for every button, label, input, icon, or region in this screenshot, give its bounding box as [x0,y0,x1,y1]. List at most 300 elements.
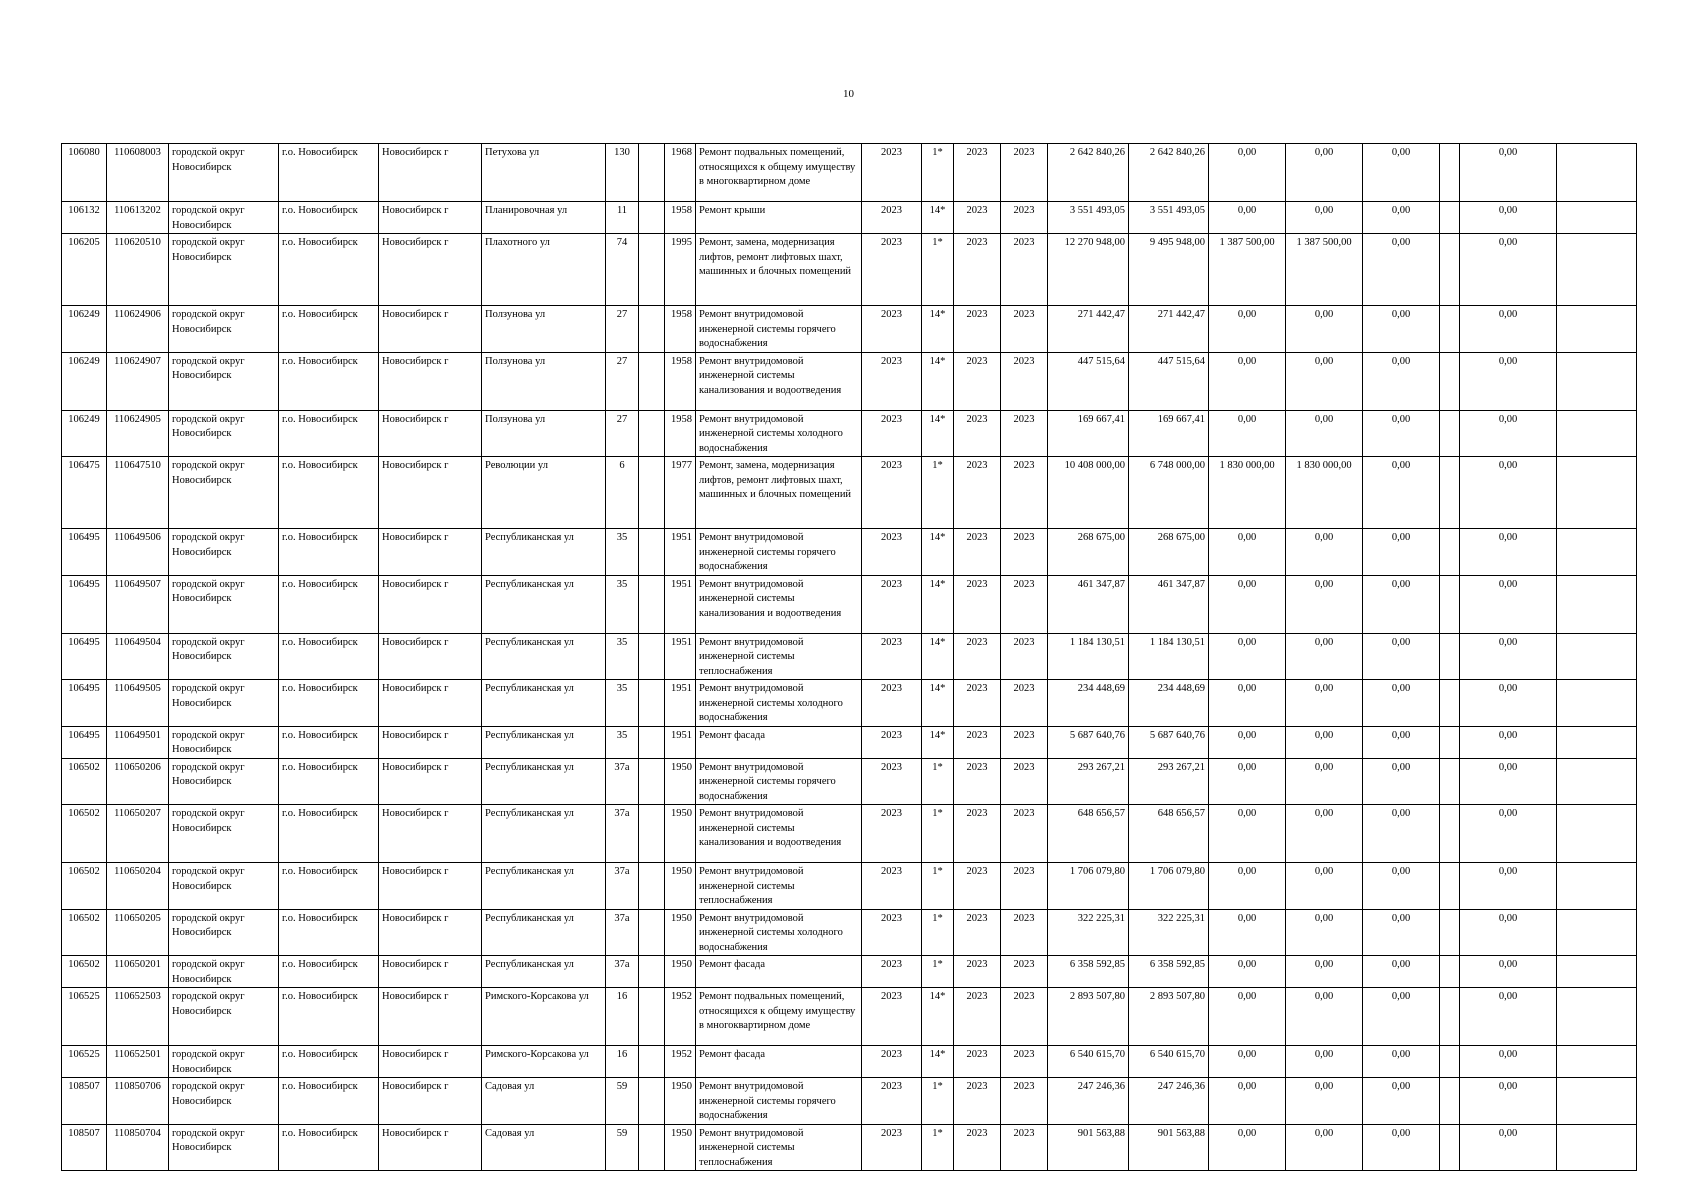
cell-total: 234 448,69 [1048,680,1129,727]
cell-municipality: г.о. Новосибирск [279,909,379,956]
cell-category: 1* [922,457,954,529]
cell-col22 [1557,529,1637,576]
cell-end-year: 2023 [1001,1124,1048,1171]
cell-block [639,726,665,758]
cell-city: Новосибирск г [379,1046,482,1078]
cell-start-year: 2023 [954,234,1001,306]
cell-work: Ремонт внутридомовой инженерной системы канализования и водоотведения [696,352,862,410]
cell-block [639,202,665,234]
cell-col19: 0,00 [1363,529,1440,576]
cell-fund: 901 563,88 [1129,1124,1209,1171]
cell-col21: 0,00 [1460,457,1557,529]
table-row [62,956,1637,988]
cell-house: 16 [606,988,639,1046]
cell-house: 35 [606,529,639,576]
cell-col21: 0,00 [1460,863,1557,910]
capital-repair-table [61,143,1637,1171]
cell-col22 [1557,633,1637,680]
cell-total: 461 347,87 [1048,575,1129,633]
cell-total: 169 667,41 [1048,410,1129,457]
cell-start-year: 2023 [954,529,1001,576]
cell-col22 [1557,202,1637,234]
cell-col18: 0,00 [1286,863,1363,910]
cell-year: 1950 [665,909,696,956]
cell-year: 1951 [665,726,696,758]
cell-col17: 1 387 500,00 [1209,234,1286,306]
cell-category: 14* [922,410,954,457]
cell-plan-year: 2023 [862,726,922,758]
cell-house: 35 [606,726,639,758]
table-row [62,805,1637,863]
cell-col19: 0,00 [1363,234,1440,306]
cell-category: 1* [922,1078,954,1125]
cell-city: Новосибирск г [379,410,482,457]
cell-work: Ремонт подвальных помещений, относящихся к общему имуществу в многоквартирном доме [696,988,862,1046]
cell-plan-year: 2023 [862,352,922,410]
table-row [62,758,1637,805]
cell-col17: 0,00 [1209,805,1286,863]
cell-id: 106525 [62,988,107,1046]
cell-municipality: г.о. Новосибирск [279,352,379,410]
cell-col18: 0,00 [1286,575,1363,633]
cell-code: 110620510 [107,234,169,306]
cell-start-year: 2023 [954,956,1001,988]
cell-category: 1* [922,144,954,202]
cell-code: 110647510 [107,457,169,529]
cell-code: 110608003 [107,144,169,202]
cell-end-year: 2023 [1001,758,1048,805]
cell-col22 [1557,680,1637,727]
table-row [62,863,1637,910]
cell-house: 35 [606,680,639,727]
cell-id: 106080 [62,144,107,202]
cell-col18: 0,00 [1286,529,1363,576]
cell-block [639,575,665,633]
cell-col17: 0,00 [1209,758,1286,805]
cell-house: 27 [606,410,639,457]
cell-code: 110613202 [107,202,169,234]
cell-col17: 1 830 000,00 [1209,457,1286,529]
cell-id: 106132 [62,202,107,234]
cell-street: Римского-Корсакова ул [482,1046,606,1078]
cell-col18: 0,00 [1286,758,1363,805]
cell-house: 59 [606,1124,639,1171]
cell-fund: 3 551 493,05 [1129,202,1209,234]
cell-work: Ремонт внутридомовой инженерной системы канализования и водоотведения [696,805,862,863]
cell-fund: 271 442,47 [1129,306,1209,353]
cell-col20 [1440,529,1460,576]
cell-fund: 2 893 507,80 [1129,988,1209,1046]
cell-district: городской округ Новосибирск [169,1046,279,1078]
cell-col20 [1440,956,1460,988]
cell-col21: 0,00 [1460,529,1557,576]
cell-city: Новосибирск г [379,202,482,234]
cell-id: 106502 [62,863,107,910]
cell-end-year: 2023 [1001,575,1048,633]
cell-work: Ремонт внутридомовой инженерной системы холодного водоснабжения [696,410,862,457]
cell-start-year: 2023 [954,352,1001,410]
cell-col18: 0,00 [1286,410,1363,457]
cell-col22 [1557,410,1637,457]
cell-col18: 0,00 [1286,680,1363,727]
cell-code: 110624905 [107,410,169,457]
cell-district: городской округ Новосибирск [169,306,279,353]
cell-fund: 648 656,57 [1129,805,1209,863]
cell-end-year: 2023 [1001,410,1048,457]
cell-col17: 0,00 [1209,863,1286,910]
cell-id: 106502 [62,956,107,988]
table-row [62,1046,1637,1078]
cell-col21: 0,00 [1460,306,1557,353]
cell-year: 1952 [665,1046,696,1078]
cell-col18: 0,00 [1286,988,1363,1046]
cell-col18: 0,00 [1286,805,1363,863]
cell-city: Новосибирск г [379,1078,482,1125]
cell-district: городской округ Новосибирск [169,457,279,529]
table-row [62,306,1637,353]
cell-code: 110624907 [107,352,169,410]
cell-col19: 0,00 [1363,575,1440,633]
cell-col19: 0,00 [1363,758,1440,805]
cell-end-year: 2023 [1001,352,1048,410]
cell-work: Ремонт внутридомовой инженерной системы теплоснабжения [696,633,862,680]
cell-fund: 6 748 000,00 [1129,457,1209,529]
cell-plan-year: 2023 [862,457,922,529]
cell-col22 [1557,863,1637,910]
cell-city: Новосибирск г [379,575,482,633]
cell-work: Ремонт внутридомовой инженерной системы холодного водоснабжения [696,680,862,727]
cell-start-year: 2023 [954,633,1001,680]
cell-district: городской округ Новосибирск [169,863,279,910]
cell-col20 [1440,909,1460,956]
cell-district: городской округ Новосибирск [169,1078,279,1125]
cell-start-year: 2023 [954,988,1001,1046]
cell-street: Планировочная ул [482,202,606,234]
cell-col17: 0,00 [1209,575,1286,633]
cell-end-year: 2023 [1001,1046,1048,1078]
cell-col18: 1 830 000,00 [1286,457,1363,529]
cell-col18: 0,00 [1286,909,1363,956]
cell-city: Новосибирск г [379,457,482,529]
cell-category: 1* [922,909,954,956]
cell-end-year: 2023 [1001,202,1048,234]
cell-city: Новосибирск г [379,863,482,910]
cell-house: 37а [606,863,639,910]
cell-house: 74 [606,234,639,306]
cell-col22 [1557,1124,1637,1171]
table-row [62,1124,1637,1171]
cell-municipality: г.о. Новосибирск [279,1046,379,1078]
cell-col18: 1 387 500,00 [1286,234,1363,306]
cell-block [639,805,665,863]
cell-col18: 0,00 [1286,306,1363,353]
cell-year: 1952 [665,988,696,1046]
cell-category: 1* [922,805,954,863]
cell-street: Республиканская ул [482,726,606,758]
cell-col17: 0,00 [1209,306,1286,353]
cell-year: 1951 [665,680,696,727]
cell-fund: 169 667,41 [1129,410,1209,457]
cell-col19: 0,00 [1363,988,1440,1046]
cell-col19: 0,00 [1363,726,1440,758]
cell-code: 110652503 [107,988,169,1046]
cell-code: 110649504 [107,633,169,680]
cell-col21: 0,00 [1460,680,1557,727]
cell-street: Ползунова ул [482,352,606,410]
cell-total: 1 706 079,80 [1048,863,1129,910]
cell-category: 14* [922,529,954,576]
cell-col21: 0,00 [1460,1124,1557,1171]
cell-district: городской округ Новосибирск [169,988,279,1046]
cell-end-year: 2023 [1001,234,1048,306]
cell-id: 108507 [62,1124,107,1171]
cell-city: Новосибирск г [379,633,482,680]
cell-start-year: 2023 [954,758,1001,805]
cell-code: 110649506 [107,529,169,576]
cell-col20 [1440,234,1460,306]
cell-col21: 0,00 [1460,805,1557,863]
cell-id: 106249 [62,410,107,457]
cell-code: 110624906 [107,306,169,353]
cell-block [639,529,665,576]
cell-district: городской округ Новосибирск [169,758,279,805]
cell-col20 [1440,863,1460,910]
cell-col22 [1557,457,1637,529]
cell-block [639,144,665,202]
cell-district: городской округ Новосибирск [169,726,279,758]
cell-code: 110650201 [107,956,169,988]
cell-col22 [1557,726,1637,758]
cell-city: Новосибирск г [379,144,482,202]
cell-house: 27 [606,306,639,353]
cell-col20 [1440,805,1460,863]
cell-col20 [1440,1046,1460,1078]
cell-house: 59 [606,1078,639,1125]
cell-block [639,234,665,306]
cell-category: 14* [922,988,954,1046]
cell-total: 648 656,57 [1048,805,1129,863]
table-row [62,726,1637,758]
cell-fund: 2 642 840,26 [1129,144,1209,202]
cell-fund: 247 246,36 [1129,1078,1209,1125]
cell-year: 1995 [665,234,696,306]
cell-total: 6 540 615,70 [1048,1046,1129,1078]
cell-category: 14* [922,680,954,727]
cell-municipality: г.о. Новосибирск [279,1124,379,1171]
cell-end-year: 2023 [1001,726,1048,758]
cell-district: городской округ Новосибирск [169,529,279,576]
cell-municipality: г.о. Новосибирск [279,144,379,202]
cell-street: Республиканская ул [482,633,606,680]
cell-start-year: 2023 [954,805,1001,863]
cell-total: 2 893 507,80 [1048,988,1129,1046]
cell-end-year: 2023 [1001,457,1048,529]
cell-plan-year: 2023 [862,1078,922,1125]
cell-city: Новосибирск г [379,909,482,956]
cell-code: 110850704 [107,1124,169,1171]
cell-fund: 447 515,64 [1129,352,1209,410]
cell-start-year: 2023 [954,909,1001,956]
cell-col18: 0,00 [1286,202,1363,234]
cell-total: 293 267,21 [1048,758,1129,805]
cell-total: 12 270 948,00 [1048,234,1129,306]
cell-block [639,410,665,457]
cell-work: Ремонт внутридомовой инженерной системы горячего водоснабжения [696,1078,862,1125]
cell-city: Новосибирск г [379,306,482,353]
table-row [62,144,1637,202]
cell-municipality: г.о. Новосибирск [279,680,379,727]
cell-id: 106249 [62,306,107,353]
cell-col19: 0,00 [1363,144,1440,202]
cell-col20 [1440,306,1460,353]
cell-col22 [1557,758,1637,805]
cell-id: 106502 [62,805,107,863]
cell-house: 35 [606,633,639,680]
cell-col17: 0,00 [1209,202,1286,234]
cell-col19: 0,00 [1363,680,1440,727]
cell-category: 14* [922,633,954,680]
cell-block [639,306,665,353]
cell-year: 1950 [665,805,696,863]
cell-street: Ползунова ул [482,410,606,457]
cell-end-year: 2023 [1001,863,1048,910]
cell-category: 1* [922,863,954,910]
cell-fund: 293 267,21 [1129,758,1209,805]
cell-street: Республиканская ул [482,575,606,633]
cell-col17: 0,00 [1209,956,1286,988]
cell-municipality: г.о. Новосибирск [279,988,379,1046]
cell-house: 11 [606,202,639,234]
cell-code: 110850706 [107,1078,169,1125]
cell-category: 1* [922,234,954,306]
cell-col19: 0,00 [1363,410,1440,457]
cell-district: городской округ Новосибирск [169,352,279,410]
cell-city: Новосибирск г [379,956,482,988]
table-body [62,144,1637,1171]
cell-code: 110650206 [107,758,169,805]
cell-district: городской округ Новосибирск [169,234,279,306]
cell-category: 14* [922,202,954,234]
cell-id: 106495 [62,529,107,576]
cell-col21: 0,00 [1460,352,1557,410]
cell-col18: 0,00 [1286,1078,1363,1125]
cell-category: 14* [922,575,954,633]
cell-plan-year: 2023 [862,988,922,1046]
cell-block [639,909,665,956]
cell-total: 2 642 840,26 [1048,144,1129,202]
cell-district: городской округ Новосибирск [169,575,279,633]
cell-district: городской округ Новосибирск [169,909,279,956]
cell-id: 106502 [62,909,107,956]
cell-col21: 0,00 [1460,726,1557,758]
cell-col19: 0,00 [1363,956,1440,988]
cell-work: Ремонт внутридомовой инженерной системы теплоснабжения [696,863,862,910]
cell-fund: 6 540 615,70 [1129,1046,1209,1078]
cell-end-year: 2023 [1001,956,1048,988]
cell-municipality: г.о. Новосибирск [279,758,379,805]
cell-street: Республиканская ул [482,805,606,863]
table-row [62,680,1637,727]
cell-col17: 0,00 [1209,1124,1286,1171]
cell-col19: 0,00 [1363,633,1440,680]
cell-col19: 0,00 [1363,202,1440,234]
cell-city: Новосибирск г [379,758,482,805]
cell-col19: 0,00 [1363,1046,1440,1078]
cell-work: Ремонт внутридомовой инженерной системы горячего водоснабжения [696,306,862,353]
cell-year: 1950 [665,1078,696,1125]
cell-end-year: 2023 [1001,144,1048,202]
cell-street: Республиканская ул [482,680,606,727]
table-row [62,529,1637,576]
table-row [62,575,1637,633]
cell-district: городской округ Новосибирск [169,202,279,234]
cell-street: Республиканская ул [482,956,606,988]
cell-code: 110649501 [107,726,169,758]
cell-block [639,1124,665,1171]
cell-municipality: г.о. Новосибирск [279,410,379,457]
cell-id: 106475 [62,457,107,529]
cell-start-year: 2023 [954,863,1001,910]
cell-street: Римского-Корсакова ул [482,988,606,1046]
cell-col21: 0,00 [1460,909,1557,956]
cell-col22 [1557,1046,1637,1078]
cell-id: 108507 [62,1078,107,1125]
cell-id: 106495 [62,680,107,727]
cell-plan-year: 2023 [862,306,922,353]
cell-col19: 0,00 [1363,805,1440,863]
cell-col21: 0,00 [1460,202,1557,234]
cell-col18: 0,00 [1286,633,1363,680]
cell-district: городской округ Новосибирск [169,1124,279,1171]
cell-id: 106495 [62,575,107,633]
cell-total: 268 675,00 [1048,529,1129,576]
cell-block [639,352,665,410]
cell-col17: 0,00 [1209,988,1286,1046]
cell-col18: 0,00 [1286,956,1363,988]
cell-work: Ремонт подвальных помещений, относящихся к общему имуществу в многоквартирном доме [696,144,862,202]
cell-code: 110649505 [107,680,169,727]
cell-year: 1951 [665,575,696,633]
cell-year: 1968 [665,144,696,202]
cell-col22 [1557,144,1637,202]
cell-col17: 0,00 [1209,352,1286,410]
cell-block [639,633,665,680]
cell-district: городской округ Новосибирск [169,633,279,680]
cell-fund: 6 358 592,85 [1129,956,1209,988]
cell-work: Ремонт фасада [696,726,862,758]
cell-work: Ремонт внутридомовой инженерной системы холодного водоснабжения [696,909,862,956]
cell-col22 [1557,956,1637,988]
cell-block [639,680,665,727]
cell-city: Новосибирск г [379,529,482,576]
cell-street: Республиканская ул [482,909,606,956]
cell-street: Республиканская ул [482,863,606,910]
cell-end-year: 2023 [1001,988,1048,1046]
cell-col21: 0,00 [1460,633,1557,680]
cell-category: 14* [922,1046,954,1078]
cell-col20 [1440,410,1460,457]
cell-col18: 0,00 [1286,726,1363,758]
cell-year: 1950 [665,1124,696,1171]
cell-block [639,1078,665,1125]
cell-col22 [1557,988,1637,1046]
cell-category: 1* [922,758,954,805]
cell-city: Новосибирск г [379,680,482,727]
cell-col20 [1440,633,1460,680]
cell-end-year: 2023 [1001,909,1048,956]
cell-col17: 0,00 [1209,410,1286,457]
table-row [62,352,1637,410]
